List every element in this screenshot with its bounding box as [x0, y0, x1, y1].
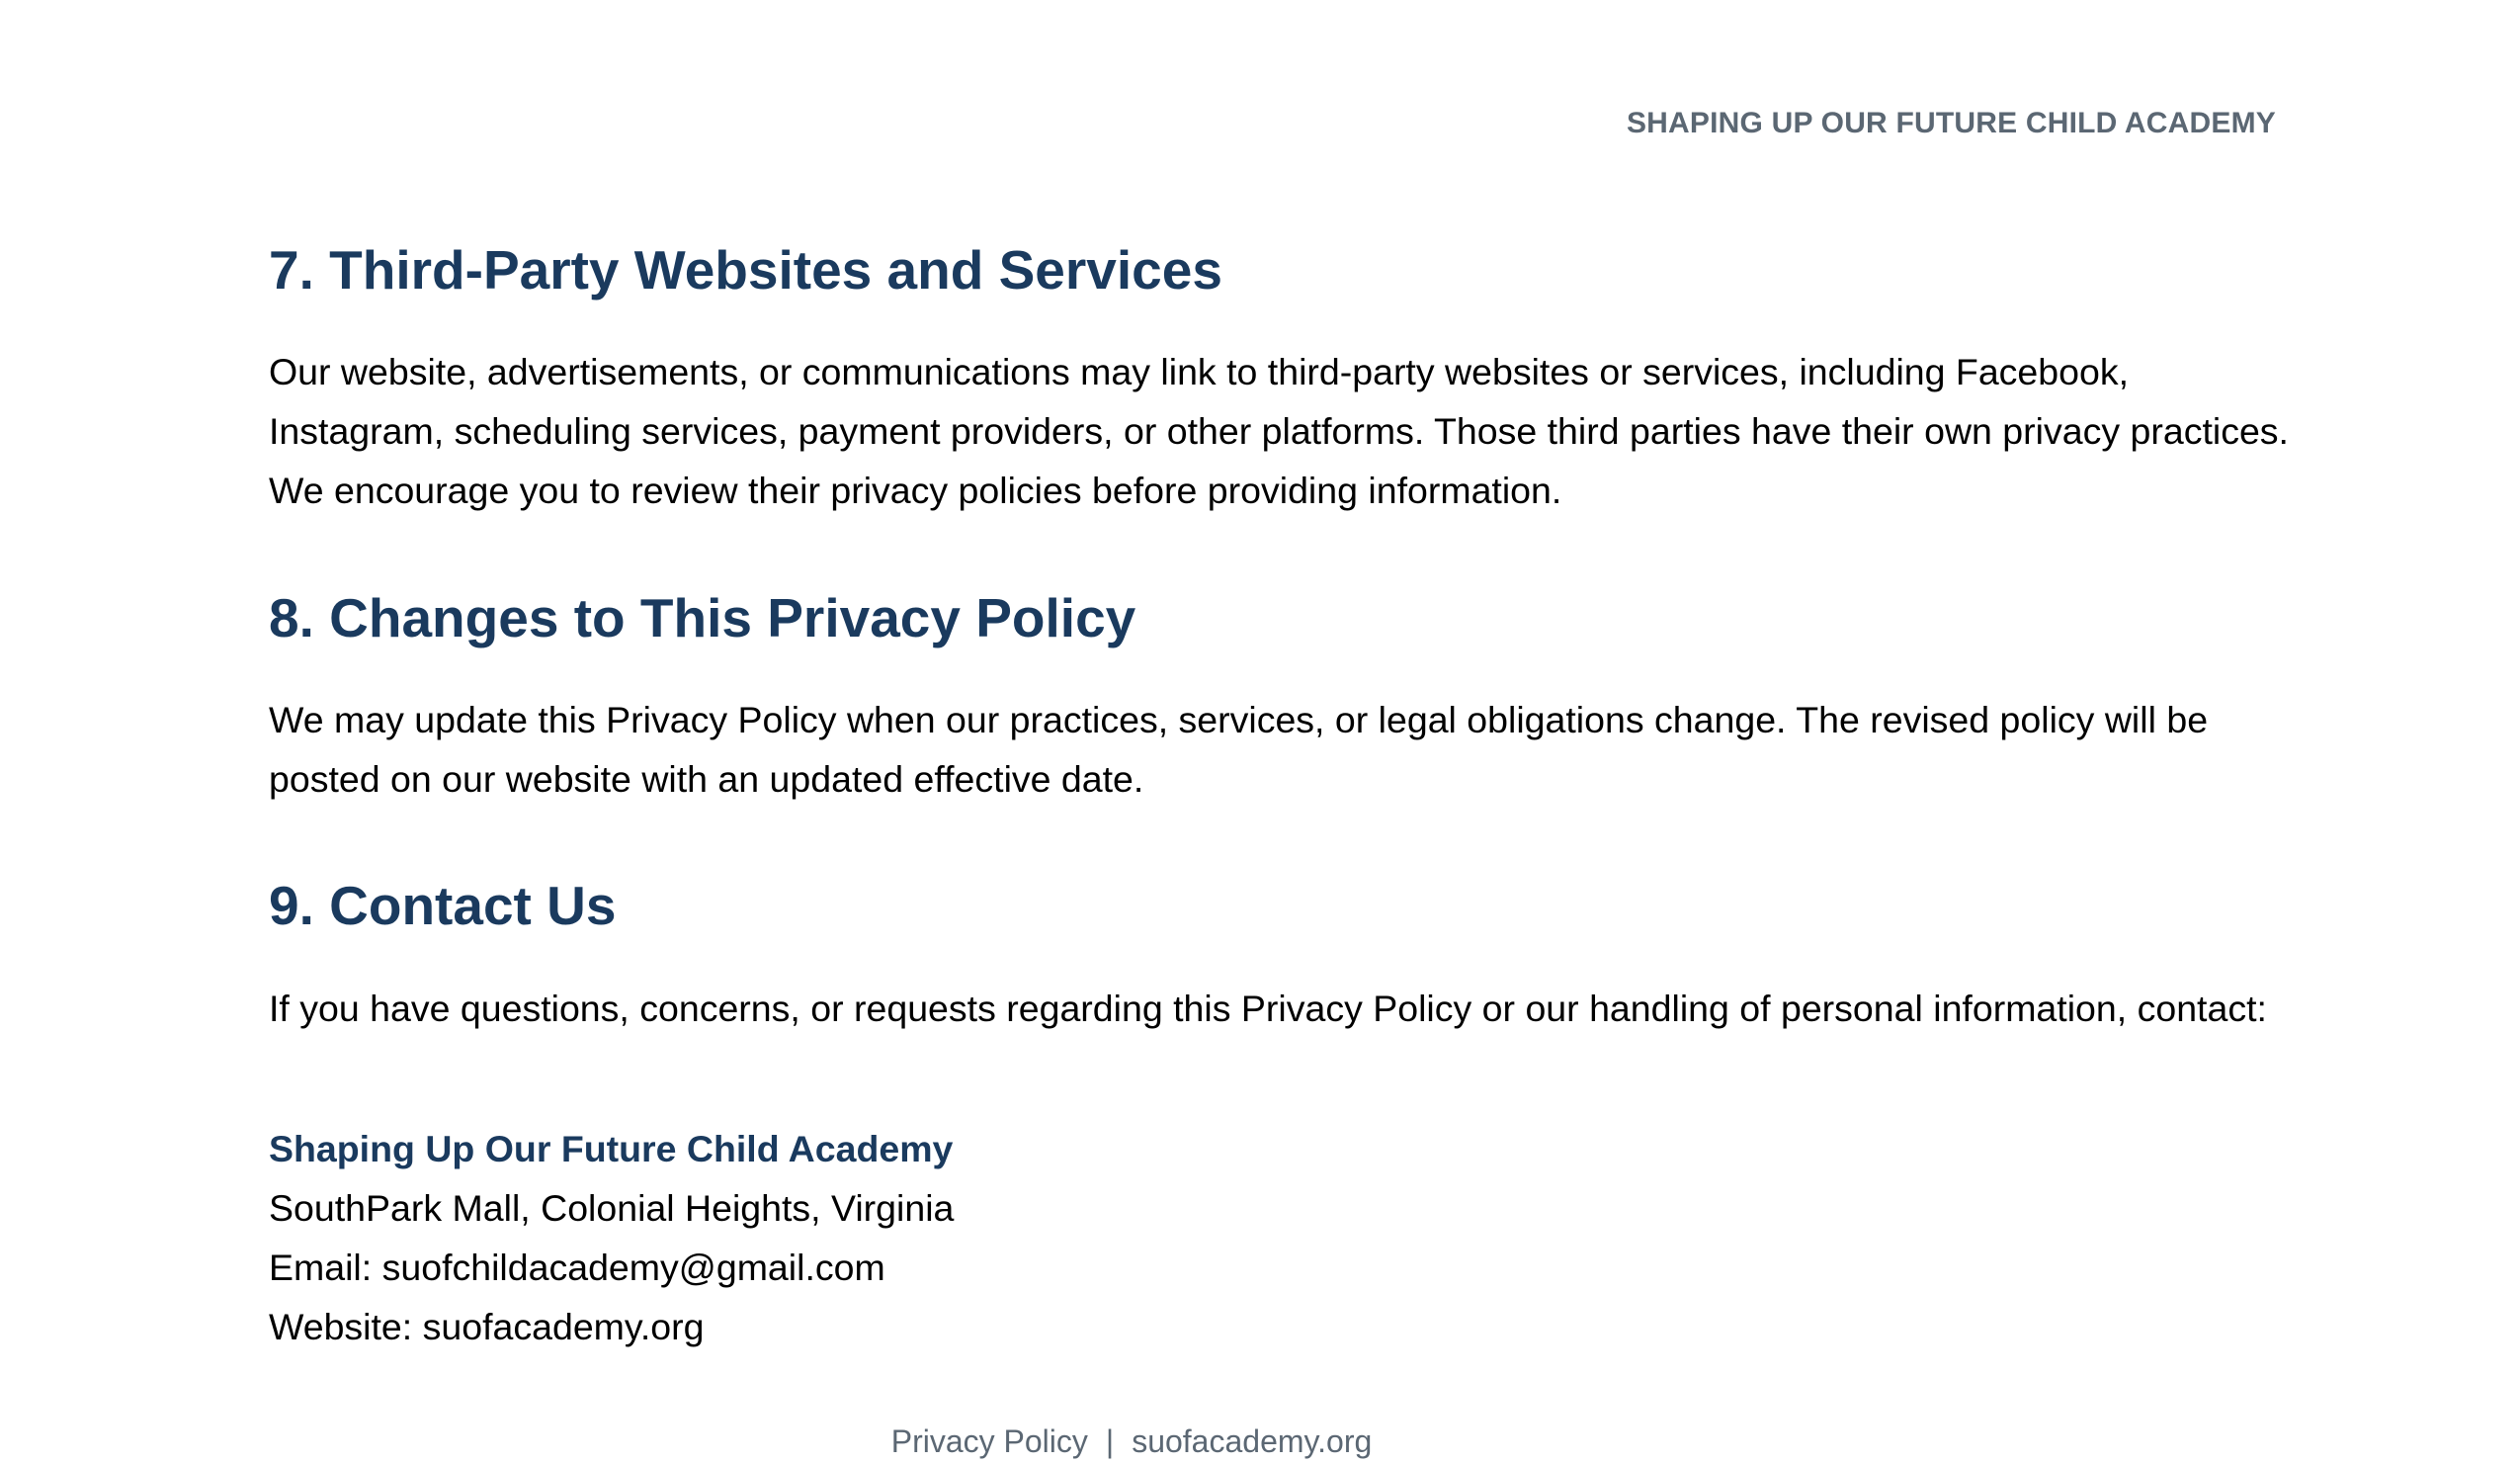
footer-separator: | [1105, 1423, 1115, 1459]
footer-site: suofacademy.org [1132, 1423, 1373, 1459]
section-paragraph-contact: If you have questions, concerns, or requests regarding this Privacy Policy or our handling of personal information, contact: [269, 988, 2267, 1029]
contact-website: Website: suofacademy.org [269, 1306, 705, 1347]
section-paragraph-changes: We may update this Privacy Policy when our practices, services, or legal obligations change. The revised policy will be posted on our website with an updated effective date. [269, 699, 2209, 800]
section-heading-changes: 8. Changes to This Privacy Policy [269, 587, 1136, 648]
section-heading-third-party: 7. Third-Party Websites and Services [269, 239, 1222, 301]
section-paragraph-third-party: Our website, advertisements, or communications may link to third-party websites or services, including Facebook, Instagram, scheduling services, payment providers, or other platforms. Those third parties have their own privacy practices. We encourage you to review their privacy policies before providing information. [269, 351, 2289, 511]
running-header: SHAPING UP OUR FUTURE CHILD ACADEMY [1626, 107, 2276, 139]
footer-title: Privacy Policy [890, 1423, 1088, 1459]
contact-email: Email: suofchildacademy@gmail.com [269, 1247, 885, 1288]
page-footer [0, 1425, 2263, 1457]
section-heading-contact: 9. Contact Us [269, 875, 617, 936]
contact-organization-name: Shaping Up Our Future Child Academy [269, 1128, 954, 1169]
contact-address: SouthPark Mall, Colonial Heights, Virginia [269, 1187, 955, 1229]
contact-block [269, 1119, 954, 1356]
